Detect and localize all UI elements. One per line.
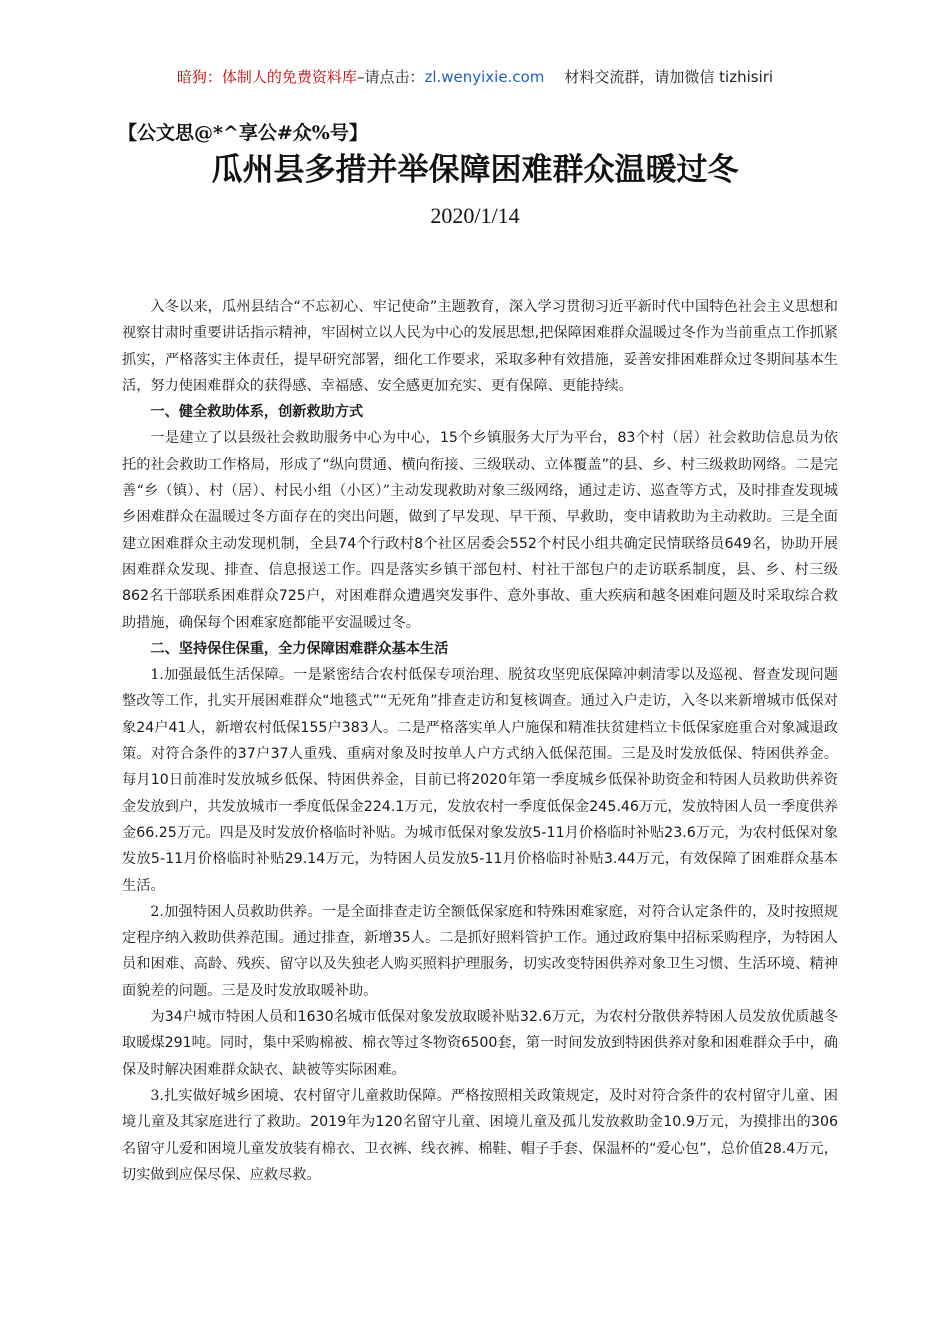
item-3-lead: 3.扎实做好城乡困境、农村留守儿童救助保障。: [150, 1087, 451, 1104]
section-1-lead-2: 二是完善“乡（镇）、村（居）、村民小组（小区）”主动发现救助对象三级网络，: [122, 456, 838, 500]
page-title: 瓜州县多措并举保障困难群众温暖过冬: [211, 152, 739, 188]
item-1-paragraph: [122, 662, 838, 899]
section-1-text-3: 全县74个行政村8个社区居委会552个村民小组共确定民情联络员649名，协助开展困难群众发现、排查、信息报送工作。: [122, 535, 838, 578]
banner-url-link[interactable]: zl.wenyixie.com: [424, 68, 545, 86]
section-1-lead-4: 四是落实乡镇干部包村、村社干部包户的走访联系制度，: [370, 561, 737, 578]
section-1-text-4: 县、乡、村三级862名干部联系困难群众725户，对困难群众遭遇突发事件、意外事故、重大疾病和越冬困难问题及时采取综合救助措施，确保每个困难家庭都能平安温暖过冬。: [122, 561, 838, 631]
source-tagline: 【公文思@*^享公#众%号】: [118, 122, 368, 144]
item-3-paragraph: [122, 1083, 838, 1188]
banner-wechat-note: 材料交流群，请加微信 tizhisiri: [564, 68, 774, 86]
item-2-continuation: 为34户城市特困人员和1630名城市低保对象发放取暖补贴32.6万元，为农村分散供养特困人员发放优质越冬取暖煤291吨。同时，集中采购棉被、棉衣等过冬物资6500套，第一时间发放到特困供养对象和困难群众手中，确保及时解决困难群众缺衣、缺被等实际困难。: [122, 1009, 838, 1078]
section-2-heading: 二、坚持保住保重，全力保障困难群众基本生活: [150, 640, 449, 657]
item-2-text: 一是全面排查走访全额低保家庭和特殊困难家庭，对符合认定条件的，及时按照规定程序纳入救助供养范围。通过排查，新增35人。二是抓好照料管护工作。通过政府集中招标采购程序，为特困人员和困难、高龄、残疾、留守以及失独老人购买照料护理服务，切实改变特困供养对象卫生习惯、生活环境、精神面貌差的问题。三是及时发放取暖补助。: [122, 903, 838, 999]
section-1-heading: 一、健全救助体系，创新救助方式: [150, 404, 364, 421]
section-1-lead-3: 三是全面建立困难群众主动发现机制，: [122, 509, 838, 552]
item-1-text: 一是紧密结合农村低保专项治理、脱贫攻坚兜底保障冲刺清零以及巡视、督查发现问题整改等工作，扎实开展困难群众“地毯式”“无死角”排查走访和复核调查。通过入户走访，入冬以来新增城市低保对象24户41人，新增农村低保155户383人。二是严格落实单人户施保和精准扶贫建档立卡低保家庭重合对象减退政策。对符合条件的37户37人重残、重病对象及时按单人户方式纳入低保范围。三是及时发放低保、特困供养金。每月10日前准时发放城乡低保、特困供养金，目前已将2020年第一季度城乡低保补助资金和特困人员救助供养资金发放到户，共发放城市一季度低保金224.1万元，发放农村一季度低保金245.46万元，发放特困人员一季度供养金66.25万元。四是及时发放价格临时补贴。为城市低保对象发放5-11月价格临时补贴23.6万元，为农村低保对象发放5-11月价格临时补贴29.14万元，为特困人员发放5-11月价格临时补贴3.44万元，有效保障了困难群众基本生活。: [122, 667, 838, 894]
article-body: [122, 294, 838, 1188]
item-3-text: 严格按照相关政策规定，及时对符合条件的农村留守儿童、困境儿童及其家庭进行了救助。2019年为120名留守儿童、困境儿童及孤儿发放救助金10.9万元，为摸排出的306名留守儿爱和困境儿童发放装有棉衣、卫衣裤、线衣裤、棉鞋、帽子手套、保温杯的“爱心包”，总价值28.4万元，切实做到应保尽保、应救尽救。: [122, 1087, 838, 1183]
section-1-text-2: 通过走访、巡查等方式，及时排查发现城乡困难群众在温暖过冬方面存在的突出问题，做到了早发现、早干预、早救助，变申请救助为主动救助。: [122, 483, 838, 526]
item-1-lead: 1.加强最低生活保障。: [150, 667, 294, 684]
section-1-paragraph: [122, 425, 838, 635]
banner-click-prompt: –请点击：: [356, 68, 425, 86]
item-2-lead: 2.加强特困人员救助供养。: [150, 903, 322, 920]
promo-banner: [0, 63, 950, 91]
section-1-lead-1: 一是建立了以县级社会救助服务中心为中心，: [150, 430, 440, 447]
item-2-paragraph: [122, 899, 838, 1004]
section-1-text-1: 15个乡镇服务大厅为平台，83个村（居）社会救助信息员为依托的社会救助工作格局，形成了“纵向贯通、横向衔接、三级联动、立体覆盖”的县、乡、村三级救助网络。: [122, 430, 838, 473]
publish-date: 2020/1/14: [430, 203, 520, 228]
banner-site-name: 暗狗：体制人的免费资料库: [176, 68, 357, 86]
intro-paragraph: 入冬以来，瓜州县结合“不忘初心、牢记使命”主题教育，深入学习贯彻习近平新时代中国特色社会主义思想和视察甘肃时重要讲话指示精神，牢固树立以人民为中心的发展思想,把保障困难群众温暖过冬作为当前重点工作抓紧抓实，严格落实主体责任，提早研究部署，细化工作要求，采取多种有效措施，妥善安排困难群众过冬期间基本生活，努力使困难群众的获得感、幸福感、安全感更加充实、更有保障、更能持续。: [122, 299, 838, 394]
